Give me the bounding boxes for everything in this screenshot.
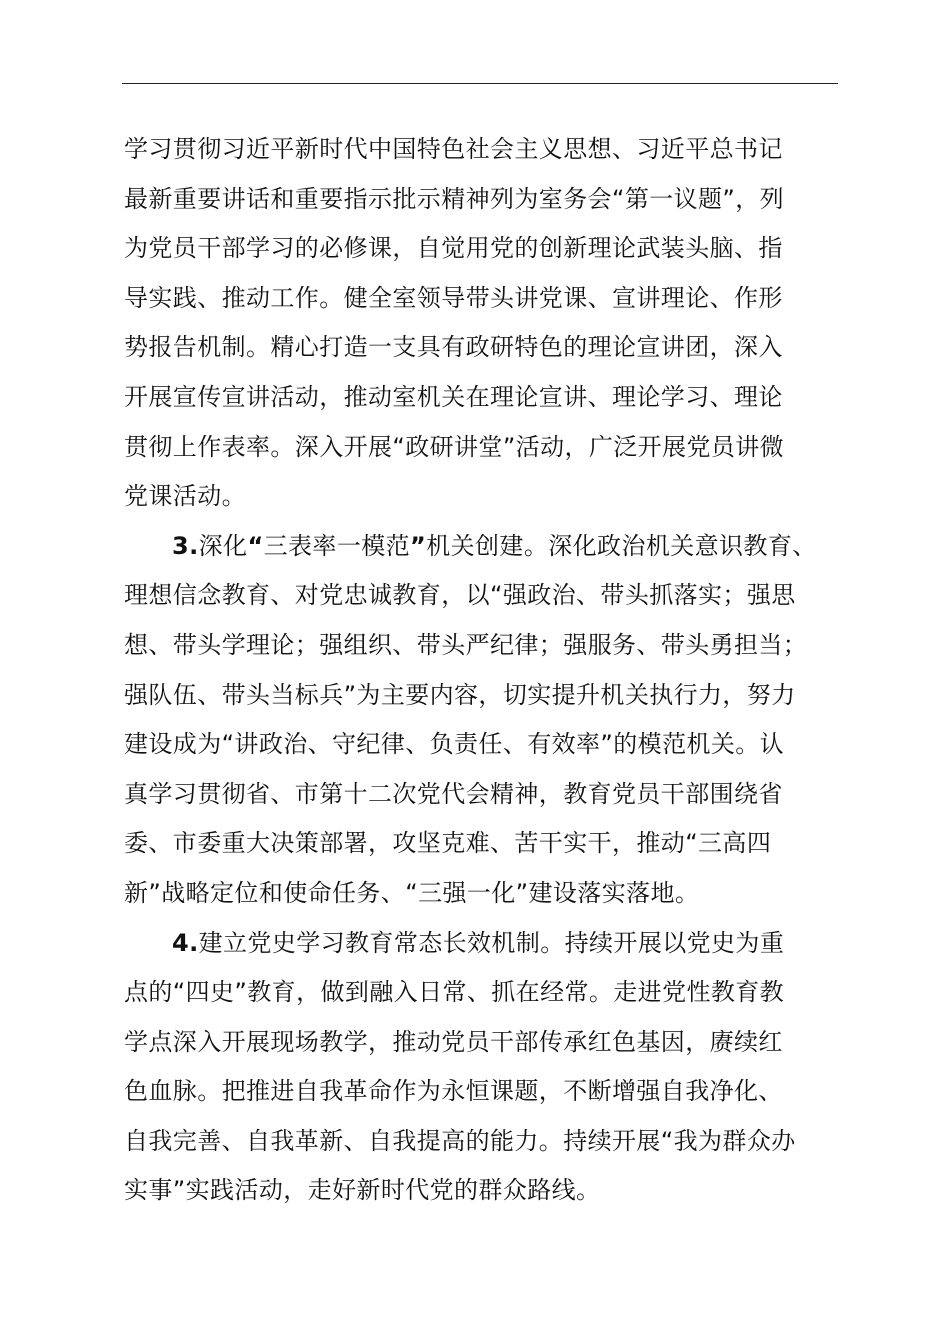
text-line: 建设成为“讲政治、守纪律、负责任、有效率”的模范机关。认: [124, 730, 785, 759]
text-line: 自我完善、自我革新、自我提高的能力。持续开展“我为群众办: [124, 1126, 796, 1155]
text-line: 导实践、推动工作。健全室领导带头讲党课、宣讲理论、作形: [124, 283, 783, 312]
header-rule: [122, 83, 838, 84]
text-line: 实事”实践活动，走好新时代党的群众路线。: [124, 1176, 601, 1205]
section-4-number: 4.: [172, 928, 199, 957]
text-line: 强队伍、带头当标兵”为主要内容，切实提升机关执行力，努力: [124, 680, 796, 709]
text-line: 学习贯彻习近平新时代中国特色社会主义思想、习近平总书记: [124, 135, 783, 163]
section-3-heading-prefix: 深化: [198, 531, 248, 560]
text-line: 为党员干部学习的必修课，自觉用党的创新理论武装头脑、指: [124, 234, 783, 263]
text-line: 党课活动。: [124, 482, 246, 511]
section-3-open-quote: “: [247, 531, 264, 560]
document-body: [124, 125, 840, 1216]
section-3-close-quote: ”: [410, 531, 427, 560]
section-3-heading-suffix: 机关创建。: [426, 531, 549, 560]
text-line: 想、带头学理论；强组织、带头严纪律；强服务、带头勇担当；: [124, 630, 808, 659]
section-3-number: 3.: [172, 531, 199, 560]
text-line: 新”战略定位和使命任务、“三强一化”建设落实落地。: [124, 878, 700, 907]
text-line: 色血脉。把推进自我革命作为永恒课题，不断增强自我净化、: [124, 1077, 783, 1106]
text-line: 理想信念教育、对党忠诚教育，以“强政治、带头抓落实；强思: [124, 581, 796, 610]
text-line: 最新重要讲话和重要指示批示精神列为室务会“第一议题”，列: [124, 184, 785, 213]
text-line: 开展宣传宣讲活动，推动室机关在理论宣讲、理论学习、理论: [124, 382, 783, 411]
section-4-first-line: [124, 919, 840, 969]
section-3-first-line: [124, 522, 840, 572]
text-line: 真学习贯彻省、市第十二次党代会精神，教育党员干部围绕省: [124, 779, 783, 808]
section-3-heading-quoted: 三表率一模范: [263, 531, 411, 560]
text-line: 学点深入开展现场教学，推动党员干部传承红色基因，赓续红: [124, 1027, 783, 1056]
text-line: 点的“四史”教育，做到融入日常、抓在经常。走进党性教育教: [124, 978, 785, 1007]
text-line: 贯彻上作表率。深入开展“政研讲堂”活动，广泛开展党员讲微: [124, 432, 785, 461]
text-line: 势报告机制。精心打造一支具有政研特色的理论宣讲团，深入: [124, 333, 783, 362]
section-3-paragraph: [124, 522, 840, 919]
section-4-first-line-rest: 建立党史学习教育常态长效机制。持续开展以党史为重: [198, 928, 785, 957]
paragraph-intro: [124, 125, 840, 522]
text-line: 委、市委重大决策部署，攻坚克难、苦干实干，推动“三高四: [124, 829, 772, 858]
section-3-first-line-rest: 深化政治机关意识教育、: [548, 531, 817, 560]
section-4-paragraph: [124, 919, 840, 1217]
